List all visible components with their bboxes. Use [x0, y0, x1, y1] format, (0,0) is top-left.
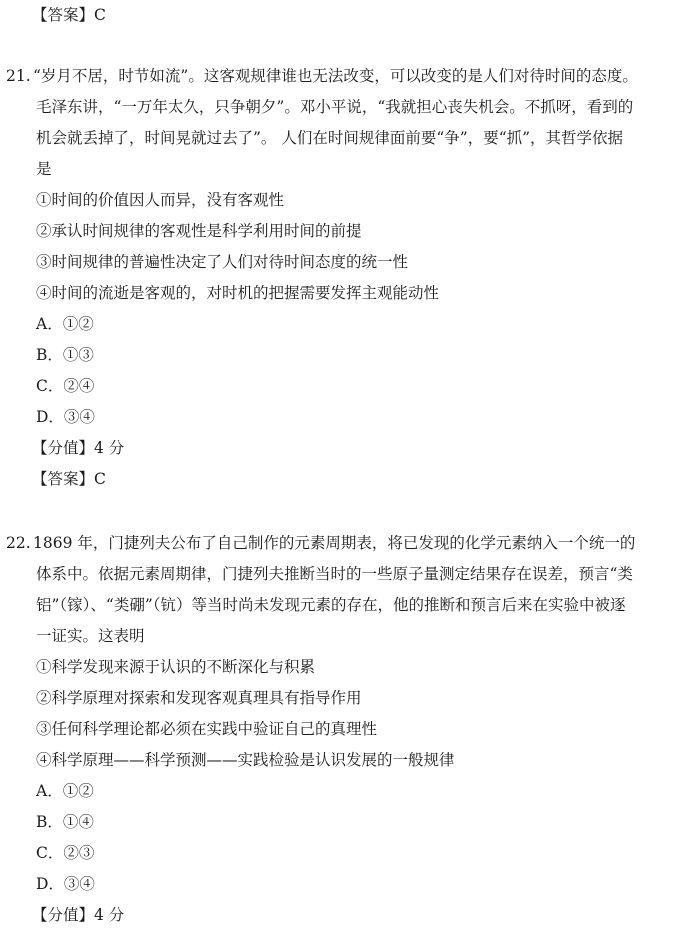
statement-2: ②科学原理对探索和发现客观真理具有指导作用 — [36, 689, 362, 707]
statement-4: ④时间的流逝是客观的，对时机的把握需要发挥主观能动性 — [36, 284, 440, 302]
question-stem-line: 1869 年，门捷列夫公布了自己制作的元素周期表，将已发现的化学元素纳入一个统一的 — [33, 534, 636, 552]
statement-3: ③任何科学理论都必须在实践中验证自己的真理性 — [36, 720, 378, 738]
question-stem-line: 毛泽东讲，“一万年太久，只争朝夕”。邓小平说，“我就担心丧失机会。不抓呀，看到的 — [36, 98, 634, 116]
option-c: C．②④ — [36, 377, 95, 395]
answer-label: 【答案】C — [32, 6, 106, 24]
answer-label: 【答案】C — [32, 470, 106, 488]
option-b: B．①④ — [36, 813, 94, 831]
option-d: D．③④ — [36, 408, 95, 426]
question-stem-line: 机会就丢掉了，时间晃就过去了”。 人们在时间规律面前要“争”，要“抓”，其哲学依据 — [36, 129, 624, 147]
question-stem-line: “岁月不居，时节如流”。这客观规律谁也无法改变，可以改变的是人们对待时间的态度。 — [33, 67, 638, 85]
option-a: A．①② — [36, 315, 94, 333]
score-label: 【分值】4 分 — [32, 439, 125, 457]
option-d: D．③④ — [36, 875, 95, 893]
statement-4: ④科学原理——科学预测——实践检验是认识发展的一般规律 — [36, 751, 455, 769]
statement-1: ①科学发现来源于认识的不断深化与积累 — [36, 658, 316, 676]
question-stem-line: 铝”（镓）、“类硼”（钪）等当时尚未发现元素的存在，他的推断和预言后来在实验中被逐 — [36, 596, 626, 614]
option-a: A．①② — [36, 782, 94, 800]
question-stem-line: 是 — [36, 160, 52, 178]
statement-1: ①时间的价值因人而异，没有客观性 — [36, 191, 285, 209]
question-stem-line: 一证实。这表明 — [36, 627, 145, 645]
question-number: 21. — [6, 67, 31, 85]
statement-3: ③时间规律的普遍性决定了人们对待时间态度的统一性 — [36, 253, 409, 271]
statement-2: ②承认时间规律的客观性是科学利用时间的前提 — [36, 222, 362, 240]
question-stem-line: 体系中。依据元素周期律，门捷列夫推断当时的一些原子量测定结果存在误差，预言“类 — [36, 565, 633, 583]
score-label: 【分值】4 分 — [32, 906, 125, 924]
option-b: B．①③ — [36, 346, 94, 364]
option-c: C．②③ — [36, 844, 95, 862]
question-number: 22. — [6, 534, 31, 552]
